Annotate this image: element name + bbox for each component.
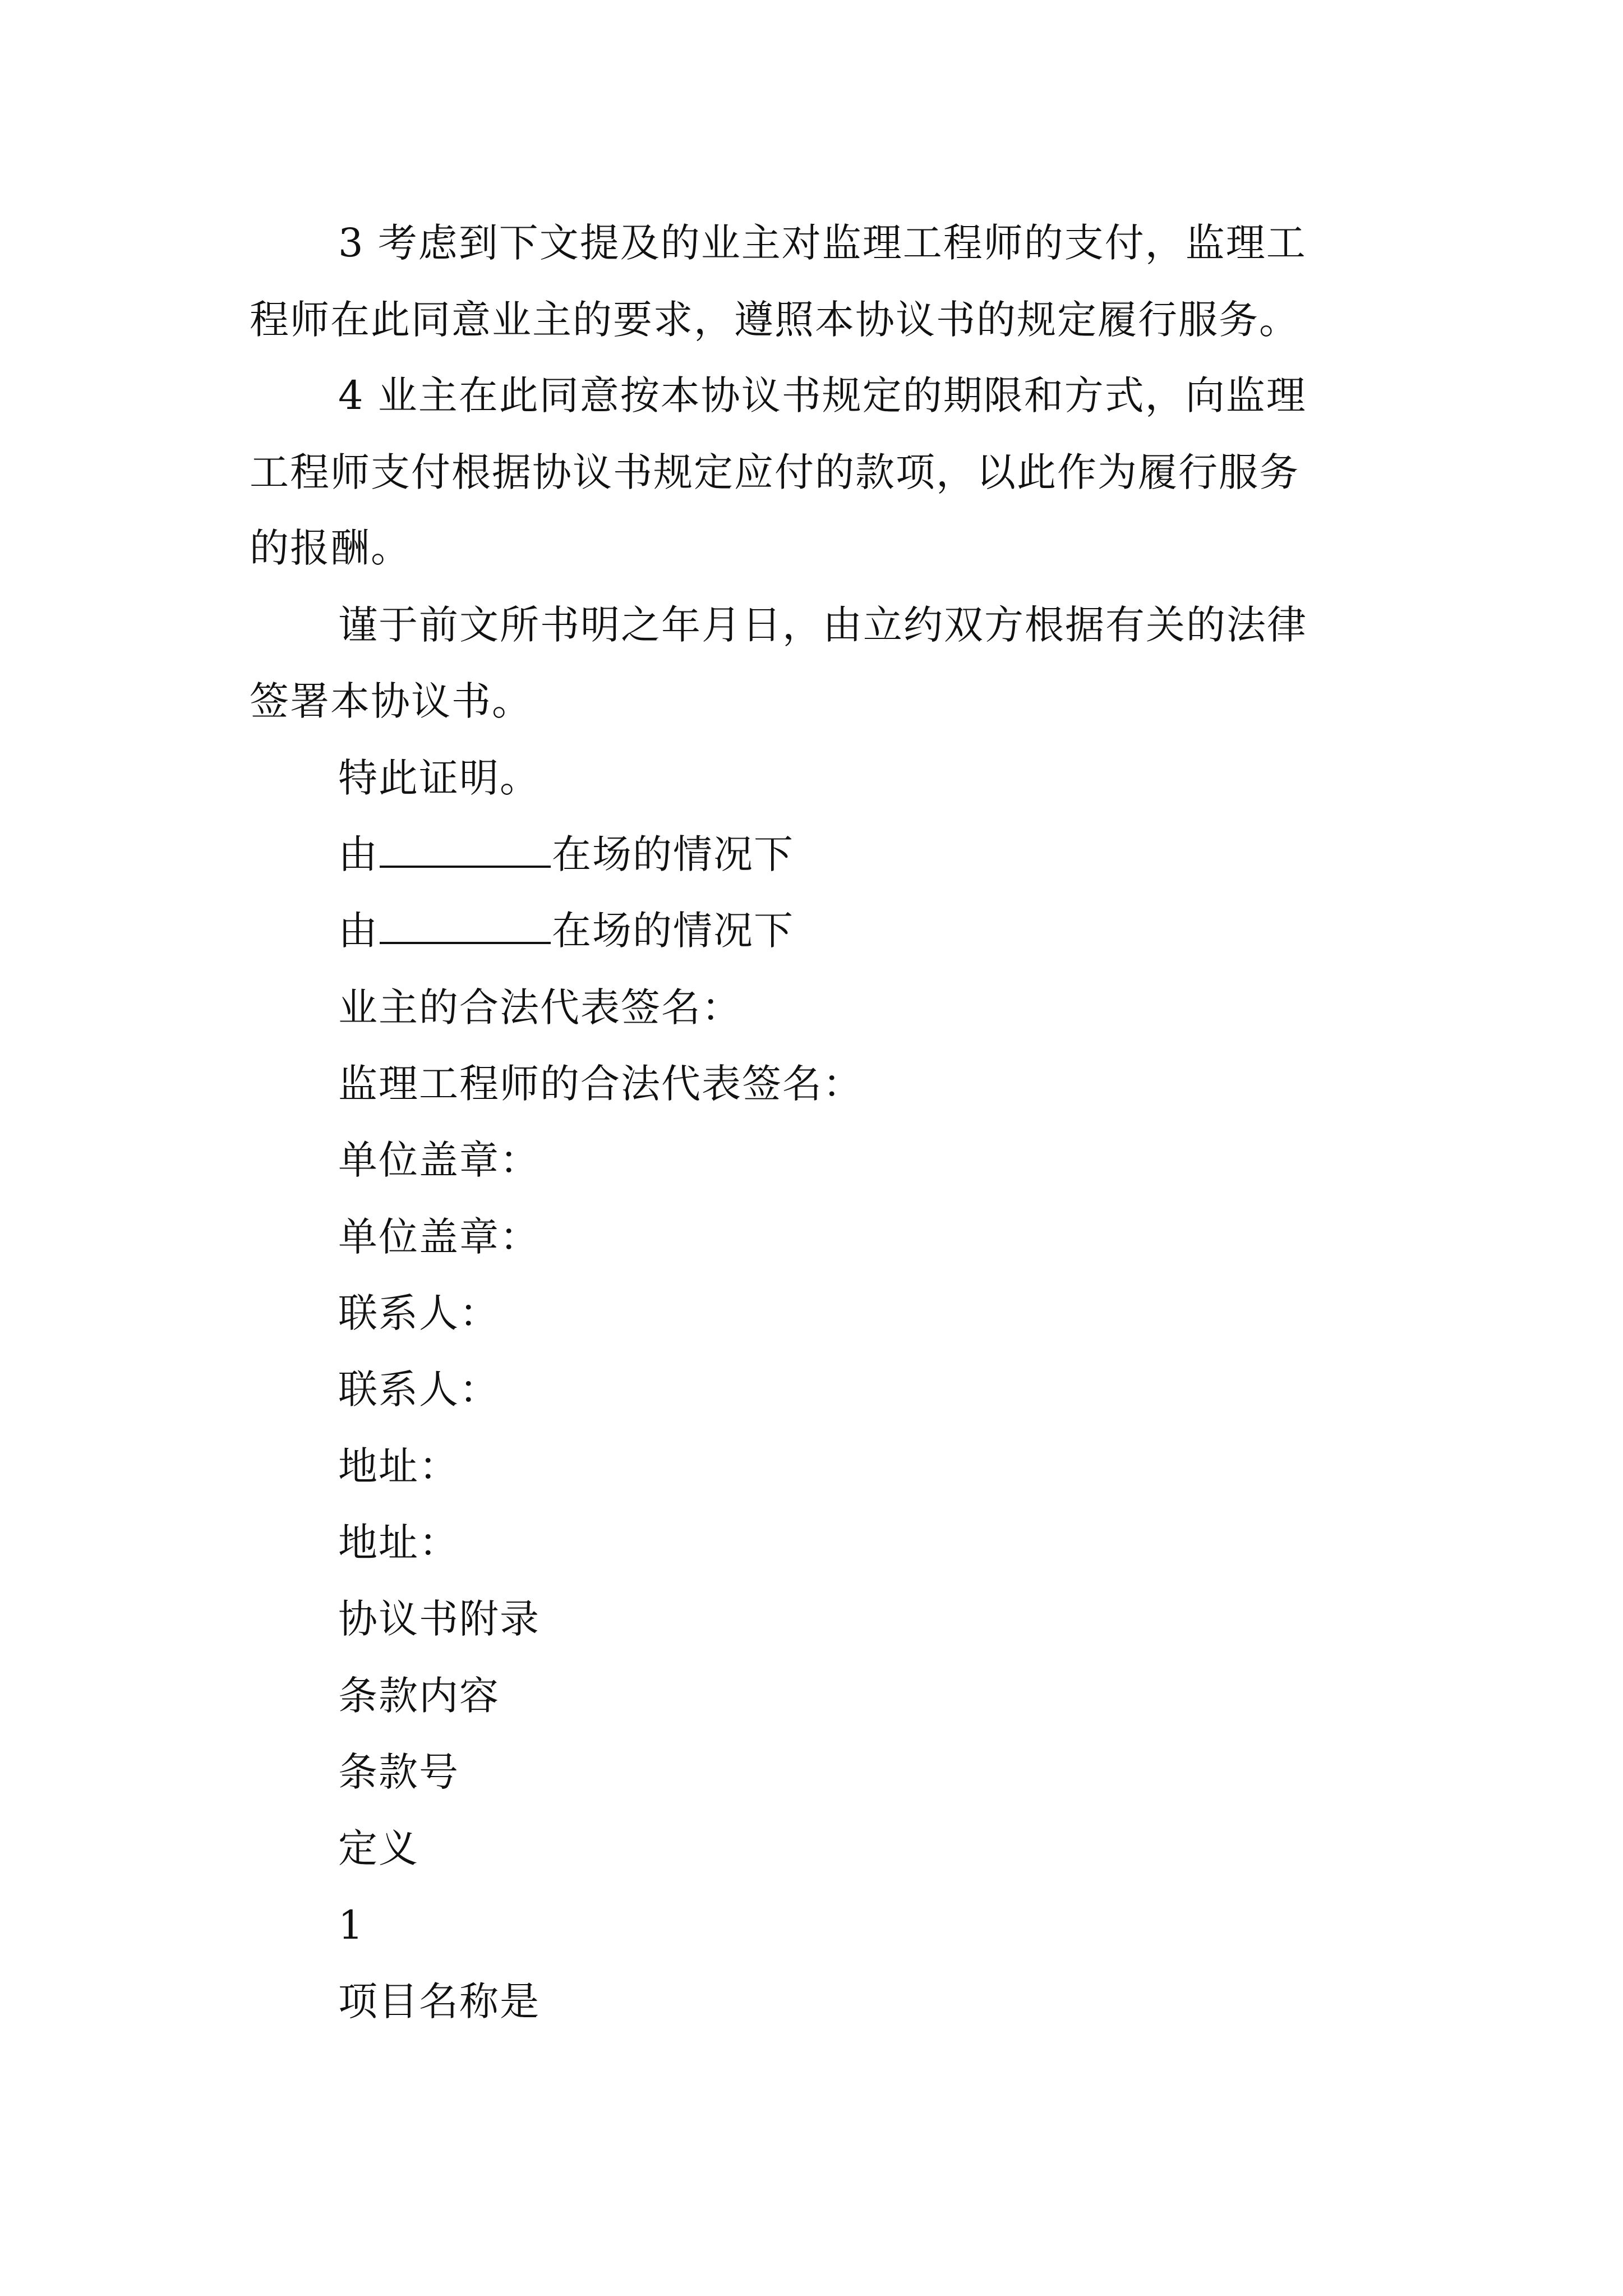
witness-prefix: 由 <box>338 831 379 877</box>
owner-rep-signature: 业主的合法代表签名： <box>338 984 742 1030</box>
witness-suffix: 在场的情况下 <box>552 831 794 877</box>
paragraph-6: 特此证明。 <box>338 755 540 801</box>
clause-content-header: 条款内容 <box>338 1673 500 1719</box>
seal-label-1: 单位盖章： <box>338 1137 540 1183</box>
witness-line-2 <box>338 905 794 956</box>
paragraph-4-line-3: 的报酬。 <box>250 525 411 571</box>
address-label-1: 地址： <box>338 1443 459 1489</box>
paragraph-3-line-2: 程师在此同意业主的要求，遵照本协议书的规定履行服务。 <box>250 297 1299 343</box>
paragraph-3-line-1: 3 考虑到下文提及的业主对监理工程师的支付，监理工 <box>338 220 1307 266</box>
witness-prefix: 由 <box>338 908 379 954</box>
paragraph-5-line-2: 签署本协议书。 <box>250 678 532 724</box>
witness-blank <box>380 907 551 944</box>
address-label-2: 地址： <box>338 1520 459 1566</box>
witness-line-1 <box>338 829 794 880</box>
project-name-label: 项目名称是 <box>338 1978 540 2024</box>
appendix-title: 协议书附录 <box>338 1596 540 1642</box>
engineer-rep-signature: 监理工程师的合法代表签名： <box>338 1061 863 1107</box>
witness-blank <box>380 831 551 868</box>
paragraph-4-line-2: 工程师支付根据协议书规定应付的款项，以此作为履行服务 <box>250 449 1299 495</box>
definition-header: 定义 <box>338 1825 419 1871</box>
paragraph-5-line-1: 谨于前文所书明之年月日，由立约双方根据有关的法律 <box>338 602 1307 648</box>
contact-label-1: 联系人： <box>338 1290 500 1336</box>
witness-suffix: 在场的情况下 <box>552 908 794 954</box>
clause-item-1: 1 <box>338 1902 365 1948</box>
seal-label-2: 单位盖章： <box>338 1214 540 1260</box>
clause-number-header: 条款号 <box>338 1749 459 1795</box>
paragraph-4-line-1: 4 业主在此同意按本协议书规定的期限和方式，向监理 <box>338 372 1307 418</box>
contact-label-2: 联系人： <box>338 1366 500 1412</box>
